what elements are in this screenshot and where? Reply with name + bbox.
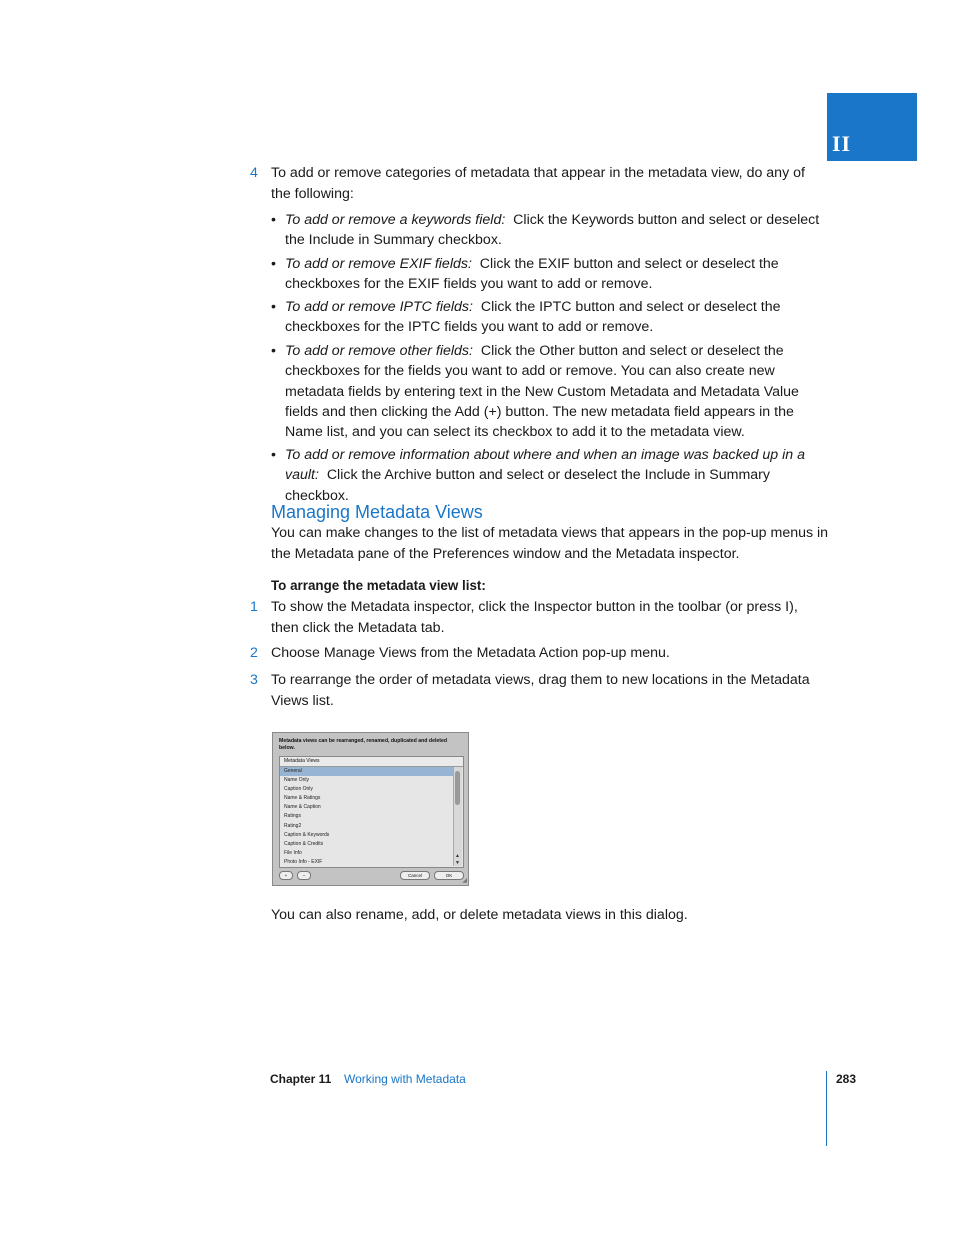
task-step-2 (250, 643, 825, 664)
bullet-text: Click the EXIF button and select or deselect the checkboxes for the EXIF fields you want to add or remove. (285, 256, 779, 293)
bullet-text: Click the Other button and select or deselect the checkboxes for the fields you want to add or remove. You can also create new metadata fields by entering text in the New Custom Metadata and Metadata Value fields and then clicking the Add (+) button. The new metadata field appears in the Name list, and you can select its checkbox to add it to the metadata view. (285, 343, 799, 441)
bullet-dot: • (271, 256, 276, 272)
bullet-dot: • (271, 212, 276, 228)
metadata-views-list[interactable] (279, 756, 464, 868)
bullet-text: Click the Archive button and select or deselect the Include in Summary checkbox. (285, 467, 771, 504)
footer-chapter: Chapter 11 (270, 1072, 332, 1086)
bullet-iptc (271, 297, 831, 338)
step-number: 4 (250, 165, 258, 181)
step-number: 3 (250, 672, 258, 688)
bullet-lead: To add or remove EXIF fields: (285, 256, 472, 272)
bullet-lead: To add or remove other fields: (285, 343, 473, 359)
list-item[interactable]: Name & Caption (284, 804, 321, 811)
list-item[interactable]: Photo Info - EXIF (284, 858, 323, 865)
task-step-3 (250, 670, 825, 711)
bullet-lead: To add or remove a keywords field: (285, 212, 506, 228)
section-intro: You can make changes to the list of metadata views that appears in the pop-up menus in the Metadata pane of the Preferences window and the Metadata inspector. (271, 525, 829, 562)
bullet-dot: • (271, 343, 276, 359)
bullet-lead: To add or remove information about where and when an image was backed up in a vault: (285, 447, 806, 484)
step-text: To add or remove categories of metadata that appear in the metadata view, do any of the following: (271, 165, 805, 202)
list-item[interactable]: File Info (284, 849, 302, 856)
part-tab-label: II (832, 131, 852, 156)
bullet-keywords (271, 210, 831, 251)
add-view-button[interactable]: + (279, 871, 293, 880)
footer-divider (826, 1071, 827, 1146)
list-item[interactable]: Rating2 (284, 822, 302, 829)
resize-grip-icon[interactable]: ◢ (462, 878, 467, 884)
step-number: 1 (250, 599, 258, 615)
list-item[interactable]: Ratings (284, 813, 301, 820)
scrollbar-thumb[interactable] (455, 771, 460, 805)
task-step-1 (250, 597, 825, 638)
list-item[interactable]: Name & Ratings (284, 795, 321, 802)
page-number: 283 (836, 1072, 857, 1086)
list-item[interactable]: Name Only (284, 777, 310, 784)
bullet-other (271, 341, 831, 442)
scroll-down-arrow-icon[interactable]: ▼ (455, 860, 460, 866)
list-item[interactable]: Caption & Keywords (284, 831, 330, 838)
part-tab (827, 93, 917, 161)
dialog-message: Metadata views can be rearranged, renamed, duplicated and deleted below. (279, 738, 448, 751)
list-header: Metadata Views (280, 757, 463, 767)
step-4 (250, 163, 825, 204)
scroll-up-arrow-icon[interactable]: ▲ (455, 853, 460, 859)
step-text: Choose Manage Views from the Metadata Action pop-up menu. (271, 645, 670, 661)
cancel-button[interactable]: Cancel (400, 871, 430, 880)
after-dialog-text: You can also rename, add, or delete metadata views in this dialog. (271, 907, 688, 923)
step-number: 2 (250, 645, 258, 661)
step-text: To rearrange the order of metadata views, drag them to new locations in the Metadata Views list. (271, 672, 810, 709)
bullet-archive (271, 445, 831, 506)
task-heading: To arrange the metadata view list: (271, 578, 486, 593)
bullet-dot: • (271, 447, 276, 463)
bullet-exif (271, 254, 831, 295)
ok-button[interactable]: OK (434, 871, 464, 880)
bullet-lead: To add or remove IPTC fields: (285, 299, 473, 315)
bullet-text: Click the IPTC button and select or deselect the checkboxes for the IPTC fields you want to add or remove. (285, 299, 781, 336)
section-heading: Managing Metadata Views (271, 502, 483, 522)
remove-view-button[interactable]: − (297, 871, 311, 880)
manage-views-dialog (272, 732, 469, 886)
bullet-dot: • (271, 299, 276, 315)
bullet-text: Click the Keywords button and select or deselect the Include in Summary checkbox. (285, 212, 820, 249)
footer-chapter-title: Working with Metadata (344, 1072, 466, 1086)
list-item[interactable]: General (280, 767, 454, 776)
step-text: To show the Metadata inspector, click the Inspector button in the toolbar (or press I), then click the Metadata tab. (271, 599, 798, 636)
vertical-scrollbar[interactable] (453, 767, 462, 866)
list-item[interactable]: Caption Only (284, 786, 313, 793)
list-item[interactable]: Caption & Credits (284, 840, 324, 847)
